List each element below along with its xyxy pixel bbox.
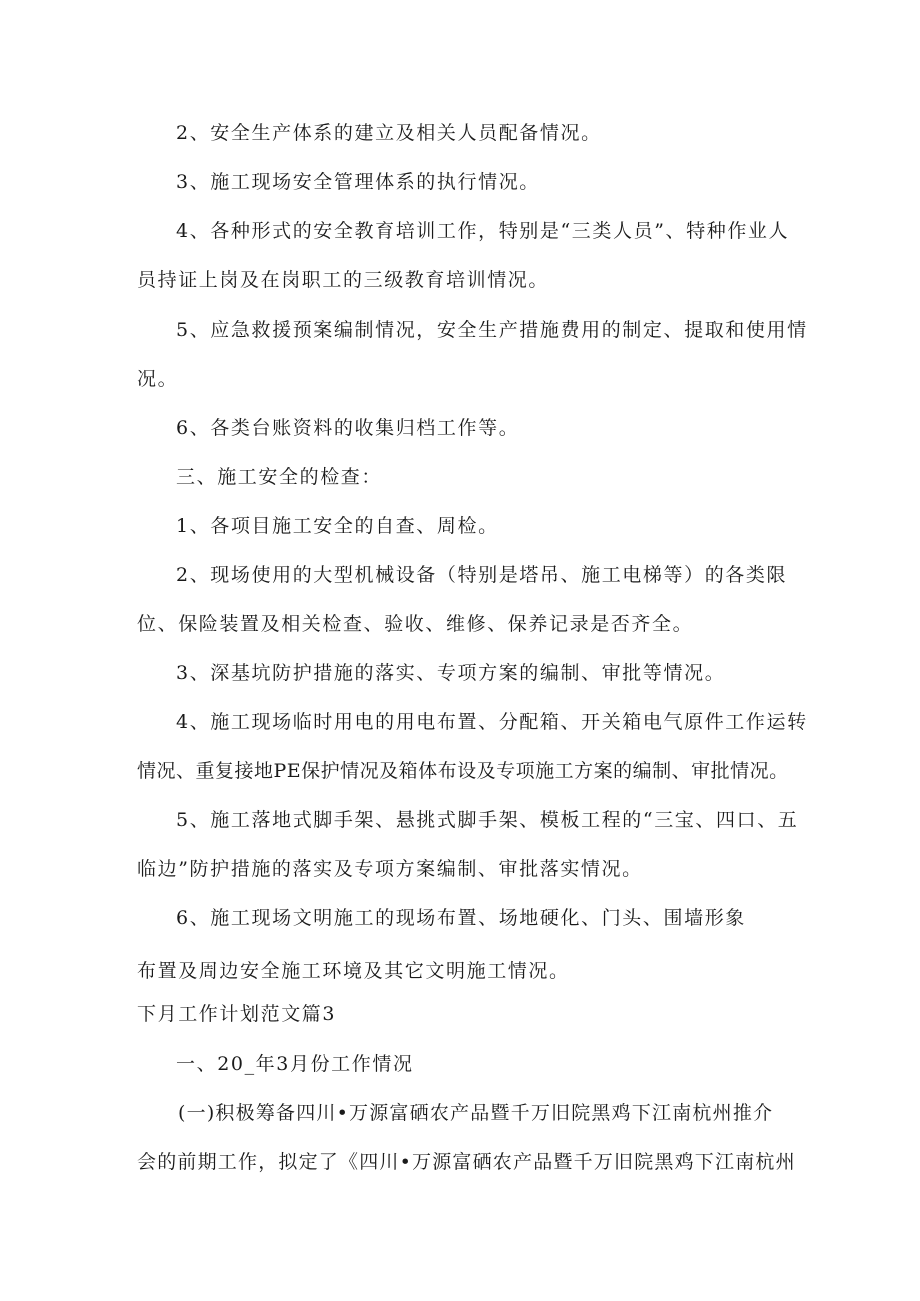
paragraph-line: 会的前期工作，拟定了《四川•万源富硒农产品暨千万旧院黑鸡下江南杭州 (137, 1151, 796, 1173)
paragraph-line: 位、保险装置及相关检查、验收、维修、保养记录是否齐全。 (137, 613, 694, 635)
paragraph-line: 员持证上岗及在岗职工的三级教育培训情况。 (137, 269, 550, 291)
paragraph-line: 况。 (137, 368, 179, 390)
paragraph-line: 情况、重复接地PE保护情况及箱体布设及专项施工方案的编制、审批情况。 (137, 760, 789, 782)
paragraph-line: 布置及周边安全施工环境及其它文明施工情况。 (137, 960, 570, 982)
paragraph-line: 5、应急救援预案编制情况，安全生产措施费用的制定、提取和使用情 (176, 319, 808, 341)
article-heading: 下月工作计划范文篇3 (137, 1003, 337, 1025)
paragraph-line: 4、各种形式的安全教育培训工作，特别是“三类人员”、特种作业人 (176, 220, 790, 242)
paragraph-line: (一)积极筹备四川•万源富硒农产品暨千万旧院黑鸡下江南杭州推介 (178, 1102, 774, 1124)
section-heading: 三、施工安全的检查： (176, 466, 383, 488)
paragraph-line: 3、施工现场安全管理体系的执行情况。 (176, 171, 540, 193)
paragraph-line: 4、施工现场临时用电的用电布置、分配箱、开关箱电气原件工作运转 (176, 711, 808, 733)
section-heading: 一、20_年3月份工作情况 (176, 1053, 414, 1075)
paragraph-line: 临边”防护措施的落实及专项方案编制、审批落实情况。 (137, 858, 643, 880)
paragraph-line: 5、施工落地式脚手架、悬挑式脚手架、模板工程的“三宝、四口、五 (176, 809, 799, 831)
paragraph-line: 6、施工现场文明施工的现场布置、场地硬化、门头、围墙形象 (176, 907, 746, 929)
paragraph-line: 6、各类台账资料的收集归档工作等。 (176, 417, 520, 439)
paragraph-line: 2、安全生产体系的建立及相关人员配备情况。 (176, 122, 602, 144)
paragraph-line: 2、现场使用的大型机械设备（特别是塔吊、施工电梯等）的各类限 (176, 564, 788, 586)
paragraph-line: 3、深基坑防护措施的落实、专项方案的编制、审批等情况。 (176, 662, 726, 684)
paragraph-line: 1、各项目施工安全的自查、周检。 (176, 515, 499, 537)
